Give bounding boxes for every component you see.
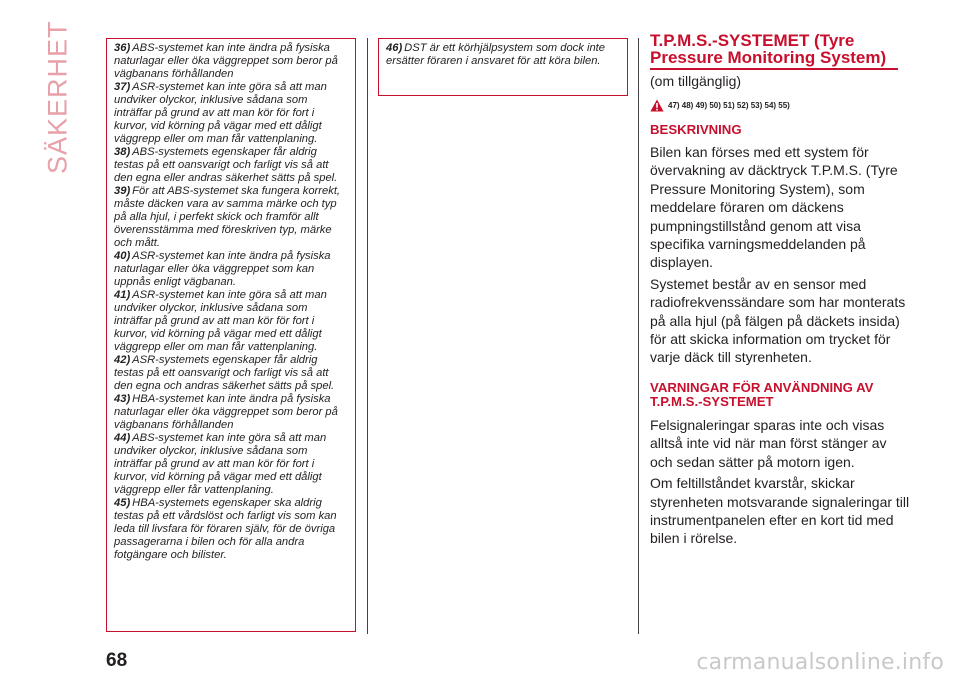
body-paragraph: Bilen kan förses med ett system för övervakning av däcktryck T.P.M.S. (Tyre Pressure Monitoring System), som meddelare föraren om däckens pumpningstillstånd genom att visa specifika varningsmeddelanden på displayen. [650, 144, 898, 271]
page-number: 68 [106, 650, 128, 671]
column-divider [638, 38, 639, 634]
note-number: 46) [386, 42, 403, 54]
body-paragraph: Felsignaleringar sparas inte och visas alltså inte vid när man först stänger av och sedan sätter på motorn igen. [650, 416, 887, 470]
note-item [114, 497, 348, 562]
note-item [114, 354, 348, 393]
tpms-section [650, 32, 910, 548]
note-number: 40) [114, 250, 131, 262]
warnings-heading-line: T.P.M.S.-SYSTEMET [650, 393, 774, 409]
section-title [650, 32, 910, 66]
note-item [114, 81, 348, 146]
note-text: ABS-systemet kan inte göra så att man undviker olyckor, inklusive sådana som inträffar på grund av att man kör för fort i kurvor, vid körning på vägar med ett dåligt väggrepp eller får vattenplaning. [114, 432, 327, 496]
note-number: 42) [114, 354, 131, 366]
note-item [114, 289, 348, 354]
warnings-heading [650, 381, 910, 409]
body-paragraph: Om feltillståndet kvarstår, skickar styrenheten motsvarande signaleringar till instrumentpanelen efter en kort tid med bilen i rörelse. [650, 475, 910, 547]
note-item [114, 185, 348, 250]
body-paragraph: Systemet består av en sensor med radiofrekvenssändare som har monterats på alla hjul (på fälgen på däckets insida) för att skicka information om trycket för varje däck till styrenheten. [650, 275, 906, 366]
warning-triangle-icon [650, 99, 664, 112]
note-item [114, 393, 348, 432]
note-text: ASR-systemets egenskaper får aldrig testas på ett oansvarigt och farligt vis så att den egna och andras säkerhet sätts på spel. [114, 354, 335, 392]
note-text: ABS-systemets egenskaper får aldrig testas på ett oansvarigt och farligt vis så att den egna eller andras säkerhet sätts på spel. [114, 146, 338, 184]
description-heading: BESKRIVNING [650, 122, 742, 137]
note-number: 45) [114, 497, 131, 509]
section-title-line: T.P.M.S.-SYSTEMET (Tyre [650, 31, 855, 50]
note-text: ABS-systemet kan inte ändra på fysiska naturlagar eller öka väggreppet som beror på vägbanans förhållanden [114, 42, 338, 80]
note-text: ASR-systemet kan inte ändra på fysiska naturlagar eller öka väggreppet som kan uppnås enligt vägbanan. [114, 250, 331, 288]
note-text: ASR-systemet kan inte göra så att man undviker olyckor, inklusive sådana som inträffar på grund av att man kör för fort i kurvor, vid körning på vägar med ett dåligt väggrepp eller om man får vattenplaning. [114, 81, 327, 145]
warning-references [650, 98, 910, 112]
note-number: 44) [114, 432, 131, 444]
note-number: 41) [114, 289, 131, 301]
note-number: 39) [114, 185, 131, 197]
note-text: DST är ett körhjälpsystem som dock inte ersätter föraren i ansvaret för att köra bilen. [386, 42, 605, 67]
note-number: 37) [114, 81, 131, 93]
title-underline [650, 68, 898, 70]
note-text: HBA-systemets egenskaper ska aldrig testas på ett vårdslöst och farligt vis som kan leda till livsfara för föraren själv, för de övriga passagerarna i bilen och för alla andra fotgängare och bilister. [114, 497, 337, 561]
availability-note: (om tillgänglig) [650, 73, 742, 89]
note-number: 36) [114, 42, 131, 54]
note-text: För att ABS-systemet ska fungera korrekt, måste däcken vara av samma märke och typ på alla hjul, i perfekt skick och framför allt överensstämma med föreskriven typ, märke och mått. [114, 185, 341, 249]
note-item [114, 146, 348, 185]
note-item [386, 42, 620, 68]
warnings-heading-line: VARNINGAR FÖR ANVÄNDNING AV [650, 379, 874, 395]
notes-box-middle [378, 38, 628, 96]
section-title-line: Pressure Monitoring System) [650, 48, 887, 67]
warning-reference-list: 47) 48) 49) 50) 51) 52) 53) 54) 55) [668, 100, 790, 110]
note-text: HBA-systemet kan inte ändra på fysiska naturlagar eller öka väggreppet som beror på vägbanans förhållanden [114, 393, 338, 431]
note-number: 38) [114, 146, 131, 158]
note-number: 43) [114, 393, 131, 405]
column-divider [367, 38, 368, 634]
note-item [114, 250, 348, 289]
note-text: ASR-systemet kan inte göra så att man undviker olyckor, inklusive sådana som inträffar på grund av att man kör för fort i kurvor, vid körning på vägar med ett dåligt väggrepp eller om man får vattenplaning. [114, 289, 327, 353]
watermark: carmanualsonline.info [696, 650, 944, 675]
note-item [114, 432, 348, 497]
section-side-label: SÄKERHET [42, 20, 73, 174]
notes-box-left [106, 38, 356, 632]
note-item [114, 42, 348, 81]
